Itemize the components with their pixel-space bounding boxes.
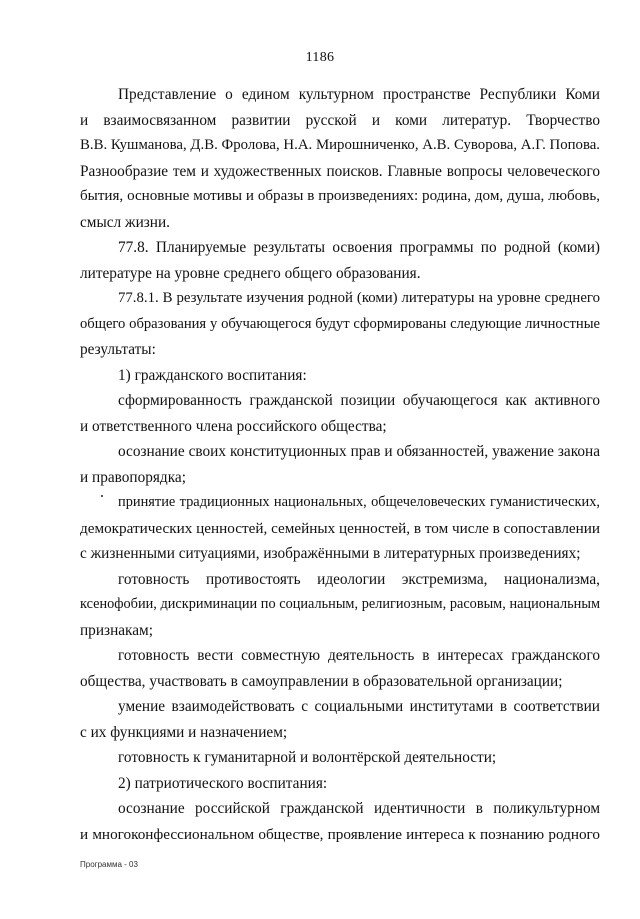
text-line: Разнообразие тем и художественных поисков. Главные вопросы человеческого bbox=[80, 162, 600, 180]
text-line: и правопорядка; bbox=[80, 468, 186, 486]
list-heading: 2) патриотического воспитания: bbox=[118, 774, 328, 792]
text-line: ксенофобии, дискриминации по социальным, религиозным, расовым, национальным bbox=[80, 596, 600, 612]
text-line: умение взаимодействовать с социальными институтами в соответствии bbox=[118, 698, 600, 715]
text-line: готовность к гуманитарной и волонтёрской деятельности; bbox=[118, 749, 497, 766]
subsection-heading: 77.8.1. В результате изучения родной (коми) литературы на уровне среднего bbox=[118, 290, 600, 306]
text-line: осознание российской гражданской идентичности в поликультурном bbox=[118, 800, 600, 817]
section-heading: 77.8. Планируемые результаты освоения программы по родной (коми) bbox=[118, 239, 600, 256]
text-line: с их функциями и назначением; bbox=[80, 723, 288, 741]
page-number: 1186 bbox=[305, 50, 335, 65]
text-line: осознание своих конституционных прав и обязанностей, уважение закона bbox=[118, 443, 600, 460]
text-line: результаты: bbox=[80, 341, 156, 358]
text-line: общего образования у обучающегося будут сформированы следующие личностные bbox=[80, 315, 600, 332]
text-line: демократических ценностей, семейных ценностей, в том числе в сопоставлении bbox=[80, 519, 601, 537]
footer-label: Программа - 03 bbox=[80, 860, 138, 869]
text-line: бытия, основные мотивы и образы в произведениях: родина, дом, душа, любовь, bbox=[80, 188, 600, 204]
text-line: общества, участвовать в самоуправлении в образовательной организации; bbox=[80, 672, 563, 690]
text-line: смысл жизни. bbox=[80, 213, 170, 231]
text-line: и взаимосвязанном развитии русской и коми литератур. Творчество bbox=[80, 111, 600, 129]
text-line: и многоконфессиональном обществе, проявление интереса к познанию родного bbox=[80, 825, 600, 843]
text-line: Представление о едином культурном пространстве Республики Коми bbox=[118, 86, 600, 103]
text-line: с жизненными ситуациями, изображёнными в литературных произведениях; bbox=[80, 545, 581, 562]
text-line: готовность противостоять идеологии экстремизма, национализма, bbox=[118, 570, 600, 588]
body-text bbox=[80, 82, 600, 847]
text-line: принятие традиционных национальных, общечеловеческих гуманистических, bbox=[118, 494, 600, 510]
text-line: признакам; bbox=[80, 621, 153, 639]
text-line: и ответственного члена российского общества; bbox=[80, 417, 387, 435]
list-heading: 1) гражданского воспитания: bbox=[118, 366, 307, 384]
text-line: В.В. Кушманова, Д.В. Фролова, Н.А. Мирошниченко, А.В. Суворова, А.Г. Попова. bbox=[80, 137, 600, 153]
text-line: готовность вести совместную деятельность в интересах гражданского bbox=[118, 647, 600, 664]
text-line: сформированность гражданской позиции обучающегося как активного bbox=[118, 392, 600, 409]
scan-speck bbox=[101, 495, 103, 497]
text-line: литературе на уровне среднего общего образования. bbox=[80, 264, 421, 282]
